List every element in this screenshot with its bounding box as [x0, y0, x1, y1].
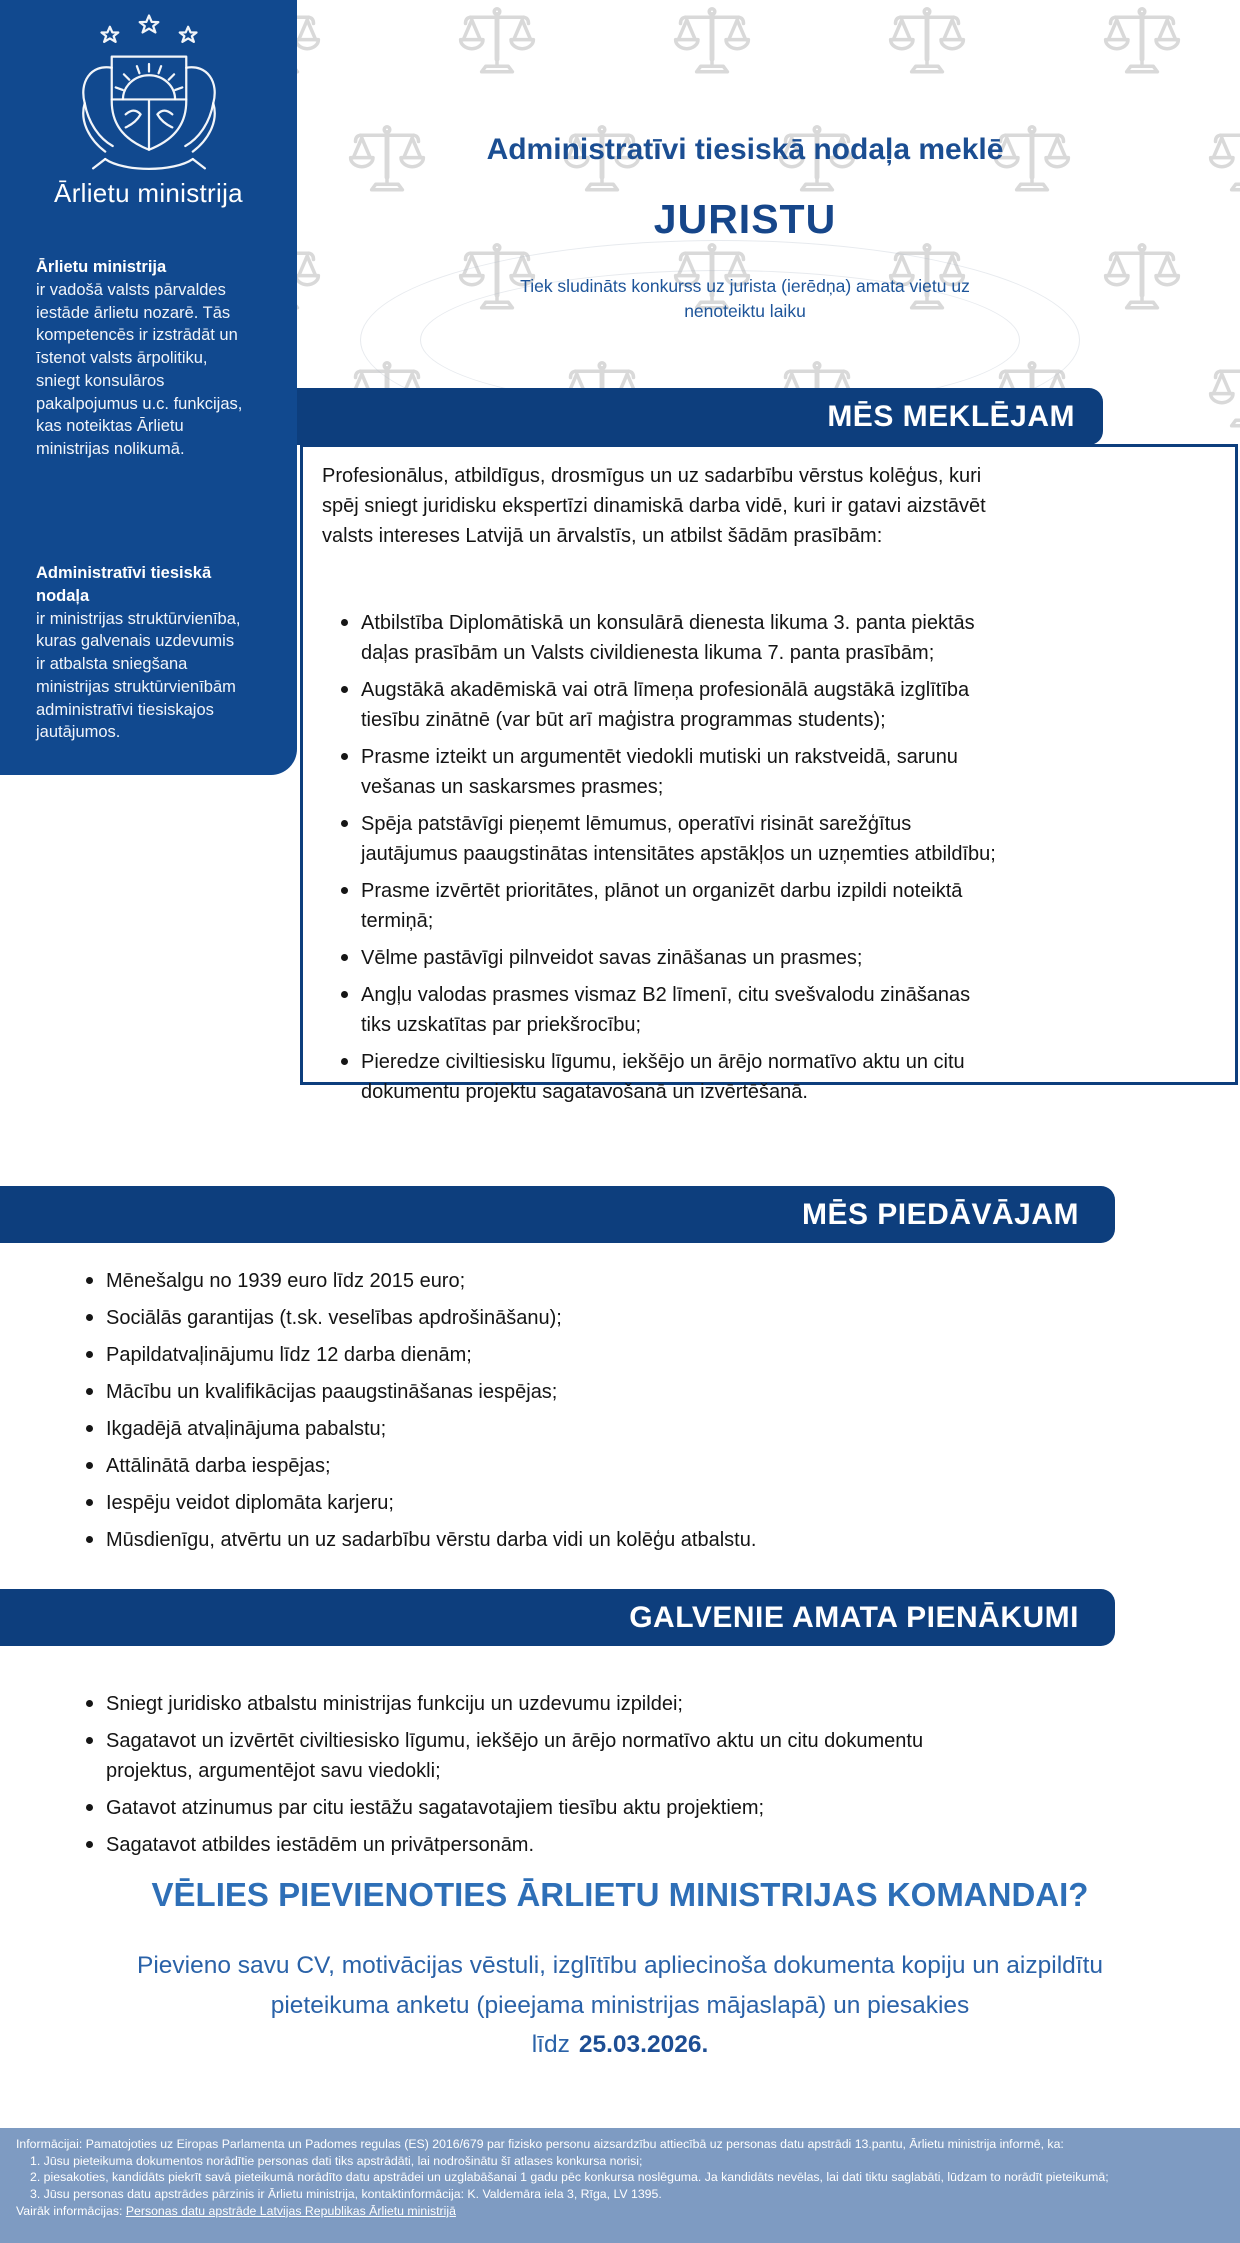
footer-more-label: Vairāk informācijas:	[16, 2203, 123, 2218]
list-item: Mācību un kvalifikācijas paaugstināšanas iespējas;	[82, 1377, 1132, 1407]
list-item: Sagatavot atbildes iestādēm un privātpersonām.	[82, 1830, 927, 1860]
scales-of-justice-icon	[455, 2, 539, 80]
department-heading: Administratīvi tiesiskā nodaļa meklē	[486, 133, 1004, 166]
sidebar-about-department-text: ir ministrijas struktūrvienība, kuras galvenais uzdevumis ir atbalsta sniegšana ministrijas struktūrvienībām administratīvi tiesiskajos jautājumos.	[36, 609, 241, 742]
list-item: Sagatavot un izvērtēt civiltiesisko līgumu, iekšējo un ārējo normatīvo aktu un citu dokumentu projektus, argumentējot savu viedokli;	[82, 1726, 927, 1786]
scales-of-justice-icon	[670, 2, 754, 80]
list-item: Sniegt juridisko atbalstu ministrijas funkciju un uzdevumu izpildei;	[82, 1689, 927, 1719]
section-banner-seeking: MĒS MEKLĒJAM	[297, 388, 1103, 445]
list-item: Papildatvaļinājumu līdz 12 darba dienām;	[82, 1340, 1132, 1370]
cta-line2: pieteikuma anketu (pieejama ministrijas mājaslapā) un piesakies	[270, 1991, 970, 2019]
privacy-footer	[0, 2128, 1240, 2243]
list-item: Mūsdienīgu, atvērtu un uz sadarbību vērstu darba vidi un kolēģu atbalstu.	[82, 1525, 1132, 1555]
sidebar-about-ministry-title: Ārlietu ministrija	[36, 258, 167, 276]
section-banner-offering: MĒS PIEDĀVĀJAM	[0, 1186, 1115, 1243]
ministry-logo-title: Ārlietu ministrija	[54, 178, 243, 208]
sidebar-about-ministry-text: ir vadošā valsts pārvaldes iestāde ārlietu nozarē. Tās kompetencēs ir izstrādāt un īstenot valsts ārpolitiku, sniegt konsulāros pakalpojumus u.c. funkcijas, kas noteiktas Ārlietu ministrijas nolikumā.	[36, 280, 243, 459]
list-item: Iespēju veidot diplomāta karjeru;	[82, 1488, 1132, 1518]
list-item: Mēnešalgu no 1939 euro līdz 2015 euro;	[82, 1266, 1132, 1296]
requirements-list	[337, 608, 1002, 1114]
cta-paragraph	[20, 1946, 1220, 2065]
list-item: Prasme izteikt un argumentēt viedokli mutiski un rakstveidā, sarunu vešanas un saskarsmes prasmes;	[337, 742, 1002, 802]
offer-list	[82, 1266, 1132, 1562]
cta-heading: VĒLIES PIEVIENOTIES ĀRLIETU MINISTRIJAS KOMANDAI?	[151, 1876, 1089, 1913]
list-item: Attālinātā darba iespējas;	[82, 1451, 1132, 1481]
vacancy-subtitle: Tiek sludināts konkurss uz jurista (ierēdņa) amata vietu uz nenoteiktu laiku	[520, 276, 970, 322]
list-item: Prasme izvērtēt prioritātes, plānot un organizēt darbu izpildi noteiktā termiņā;	[337, 876, 1002, 936]
section-banner-duties: GALVENIE AMATA PIENĀKUMI	[0, 1589, 1115, 1646]
footer-item: 1. Jūsu pieteikuma dokumentos norādītie personas dati tiks apstrādāti, lai nodrošinātu šī atlases konkursa norisi;	[30, 2153, 643, 2168]
privacy-policy-link[interactable]: Personas datu apstrāde Latvijas Republikas Ārlietu ministrijā	[125, 2203, 456, 2218]
deadline-date: 25.03.2026.	[578, 2031, 709, 2059]
list-item: Vēlme pastāvīgi pilnveidot savas zināšanas un prasmes;	[337, 943, 1002, 973]
sidebar-about-ministry	[36, 256, 243, 461]
sidebar-about-department	[36, 562, 243, 744]
deadline-prefix: līdz	[531, 2031, 570, 2059]
list-item: Angļu valodas prasmes vismaz B2 līmenī, citu svešvalodu zināšanas tiks uzskatītas par priekšrocību;	[337, 980, 1002, 1040]
scales-of-justice-icon	[1205, 120, 1240, 198]
scales-of-justice-icon	[885, 2, 969, 80]
sidebar	[0, 0, 297, 775]
list-item: Gatavot atzinumus par citu iestāžu sagatavotajiem tiesību aktu projektiem;	[82, 1793, 927, 1823]
scales-of-justice-icon	[1205, 356, 1240, 434]
sidebar-about-department-title: Administratīvi tiesiskā nodaļa	[36, 564, 212, 605]
cta-deadline	[20, 2025, 1220, 2065]
seeking-intro: Profesionālus, atbildīgus, drosmīgus un uz sadarbību vērstus kolēģus, kuri spēj sniegt juridisku ekspertīzi dinamiskā darba vidē, kuri ir gatavi aizstāvēt valsts intereses Latvijā un ārvalstīs, un atbilst šādām prasībām:	[322, 465, 986, 547]
scales-of-justice-icon	[1100, 2, 1184, 80]
footer-more	[16, 2203, 1224, 2220]
footer-item: 2. piesakoties, kandidāts piekrīt savā pieteikumā norādīto datu apstrādei un uzglabāšanai 1 gadu pēc konkursa noslēguma. Ja kandidāts nevēlas, lai dati tiktu saglabāti, lūdzam to norādīt pieteikumā;	[30, 2170, 1109, 2185]
position-title: JURISTU	[653, 196, 837, 242]
footer-item: 3. Jūsu personas datu apstrādes pārzinis ir Ārlietu ministrija, kontaktinformācija: K. Valdemāra iela 3, Rīga, LV 1395.	[30, 2187, 662, 2202]
cta-line1: Pievieno savu CV, motivācijas vēstuli, izglītību apliecinoša dokumenta kopiju un aizpildītu	[136, 1952, 1103, 1979]
duties-list	[82, 1689, 927, 1867]
list-item: Pieredze civiltiesisku līgumu, iekšējo un ārējo normatīvo aktu un citu dokumentu projektu sagatavošanā un izvērtēšanā.	[337, 1047, 1002, 1107]
coat-of-arms-icon	[51, 10, 247, 187]
list-item: Augstākā akadēmiskā vai otrā līmeņa profesionālā augstākā izglītība tiesību zinātnē (var būt arī maģistra programmas students);	[337, 675, 1002, 735]
list-item: Ikgadējā atvaļinājuma pabalstu;	[82, 1414, 1132, 1444]
footer-intro: Informācijai: Pamatojoties uz Eiropas Parlamenta un Padomes regulas (ES) 2016/679 par fizisko personu aizsardzību attiecībā uz personas datu apstrādi 13.pantu, Ārlietu ministrija informē, ka:	[16, 2137, 1064, 2151]
list-item: Spēja patstāvīgi pieņemt lēmumus, operatīvi risināt sarežģītus jautājumus paaugstinātas intensitātes apstākļos un uzņemties atbildību;	[337, 809, 1002, 869]
list-item: Sociālās garantijas (t.sk. veselības apdrošināšanu);	[82, 1303, 1132, 1333]
list-item: Atbilstība Diplomātiskā un konsulārā dienesta likuma 3. panta piektās daļas prasībām un Valsts civildienesta likuma 7. panta prasībām;	[337, 608, 1002, 668]
